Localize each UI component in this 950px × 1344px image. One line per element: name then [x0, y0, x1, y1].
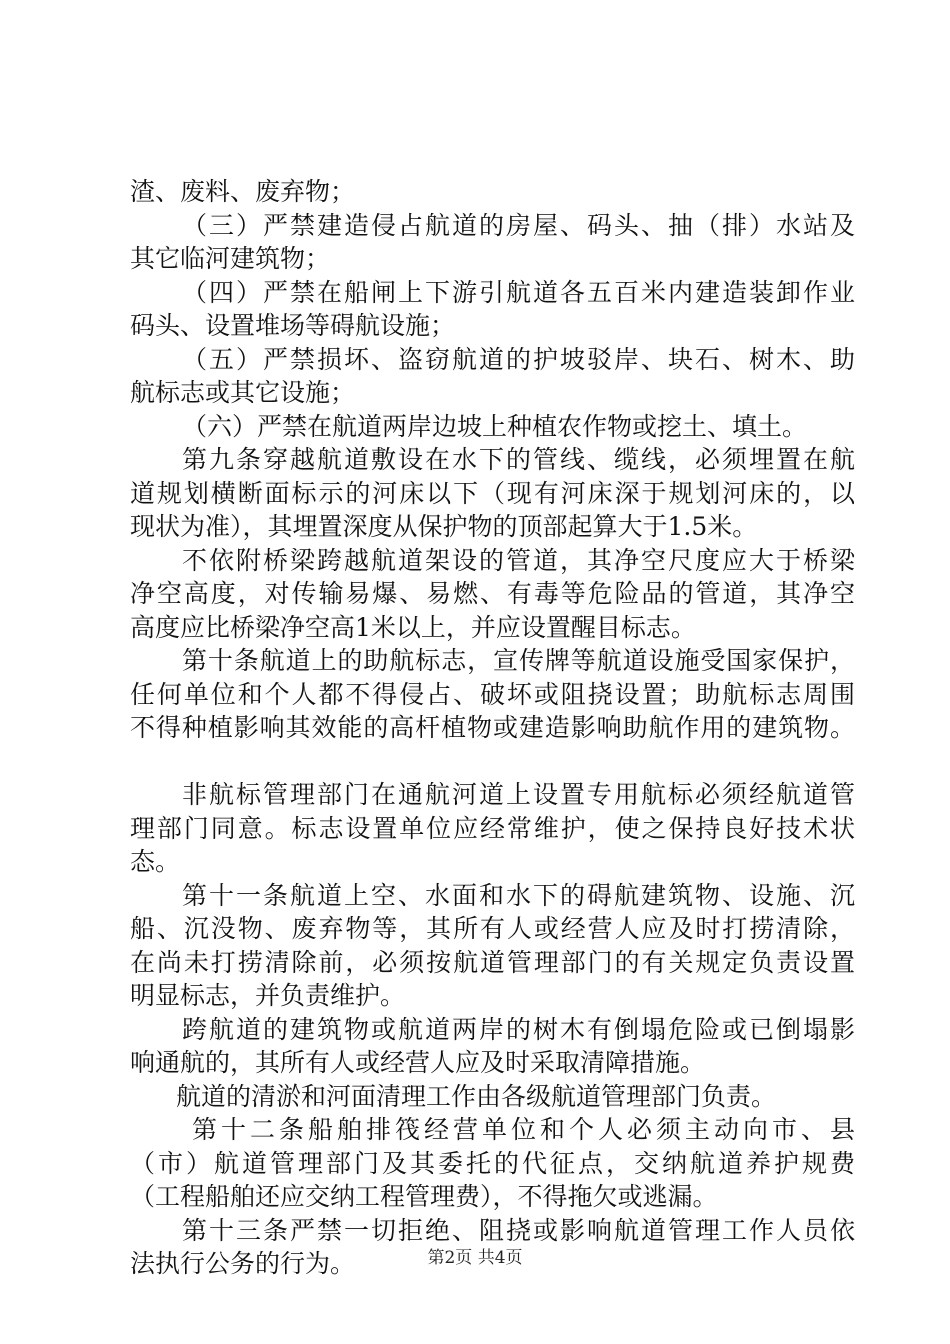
text-line: 第十一条航道上空、水面和水下的碍航建筑物、设施、沉 [182, 880, 855, 910]
text-line: 航标志或其它设施； [130, 378, 356, 407]
blank-line [130, 745, 855, 779]
text-line: 响通航的，其所有人或经营人应及时采取清障措施。 [130, 1048, 706, 1077]
text-line: （市）航道管理部门及其委托的代征点，交纳航道养护规费 [130, 1148, 855, 1178]
text-line: 第十二条船舶排筏经营单位和个人必须主动向市、县 [192, 1115, 855, 1144]
text-line: 明显标志，并负责维护。 [130, 981, 406, 1010]
text-line: 任何单位和个人都不得侵占、破坏或阻挠设置；助航标志周围 [130, 679, 855, 709]
text-line: 不依附桥梁跨越航道架设的管道，其净空尺度应大于桥梁 [182, 545, 855, 575]
text-line: 渣、废料、废弃物； [130, 177, 356, 206]
text-line: 道规划横断面标示的河床以下（现有河床深于规划河床的，以 [130, 478, 855, 508]
text-line: 第九条穿越航道敷设在水下的管线、缆线，必须埋置在航 [182, 445, 855, 474]
document-body [130, 175, 855, 1281]
text-line: 净空高度，对传输易爆、易燃、有毒等危险品的管道，其净空 [130, 579, 855, 608]
text-line: 其它临河建筑物； [130, 244, 331, 273]
text-line: 第十条航道上的助航标志，宣传牌等航道设施受国家保护， [182, 646, 855, 675]
text-line: 在尚未打捞清除前，必须按航道管理部门的有关规定负责设置 [130, 947, 855, 977]
text-line: 航道的清淤和河面清理工作由各级航道管理部门负责。 [176, 1081, 777, 1111]
text-line: （六）严禁在航道两岸边坡上种植农作物或挖土、填土。 [182, 411, 808, 441]
text-line: 法执行公务的行为。 [130, 1249, 356, 1278]
text-line: 跨航道的建筑物或航道两岸的树木有倒塌危险或已倒塌影 [182, 1014, 855, 1044]
text-line: 船、沉没物、废弃物等，其所有人或经营人应及时打捞清除， [130, 914, 855, 943]
text-line: 第十三条严禁一切拒绝、阻挠或影响航道管理工作人员依 [182, 1215, 855, 1245]
text-line: 不得种植影响其效能的高杆植物或建造影响助航作用的建筑物。 [130, 713, 855, 742]
text-line: （三）严禁建造侵占航道的房屋、码头、抽（排）水站及 [182, 210, 855, 240]
text-line: 现状为准），其埋置深度从保护物的顶部起算大于1.5米。 [130, 512, 758, 541]
text-line: 理部门同意。标志设置单位应经常维护，使之保持良好技术状 [130, 813, 855, 843]
text-line: 非航标管理部门在通航河道上设置专用航标必须经航道管 [182, 780, 855, 809]
text-line: 码头、设置堆场等碍航设施； [130, 311, 456, 340]
text-line: （工程船舶还应交纳工程管理费），不得拖欠或逃漏。 [130, 1182, 718, 1211]
text-line: 态。 [130, 847, 181, 876]
text-line: 高度应比桥梁净空高1米以上，并应设置醒目标志。 [130, 612, 696, 642]
text-line: （四）严禁在船闸上下游引航道各五百米内建造装卸作业 [182, 277, 855, 307]
page-footer [0, 1243, 950, 1268]
page-number-label: 第2页 共4页 [427, 1248, 523, 1268]
text-line: （五）严禁损坏、盗窃航道的护坡驳岸、块石、树木、助 [182, 344, 855, 374]
